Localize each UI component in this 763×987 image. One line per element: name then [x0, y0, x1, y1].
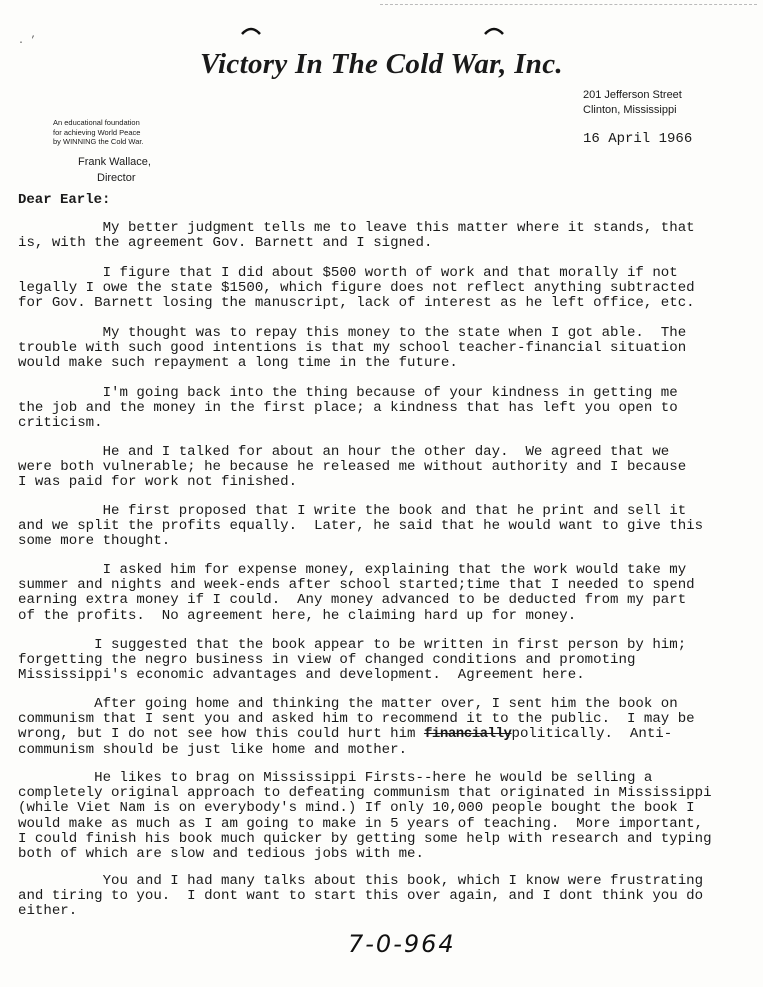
foundation-tagline	[53, 118, 144, 147]
paragraph: I suggested that the book appear to be written in first person by him; forgetting the negro business in view of changed conditions and promoting Mississippi's economic advantages and development. Agreement here.	[18, 637, 687, 684]
letter-date: 16 April 1966	[583, 131, 693, 147]
street-address: 201 Jefferson Street	[583, 89, 682, 101]
tagline-line: An educational foundation	[53, 118, 140, 127]
director-title: Director	[97, 172, 136, 184]
tagline-line: for achieving World Peace	[53, 127, 141, 137]
paragraph: I figure that I did about $500 worth of work and that morally if not legally I owe the state $1500, which figure does not reflect anything subtracted for Gov. Barnett losing the manuscript, lack of interest as he left office, etc.	[18, 265, 695, 312]
handwritten-file-number: 7-0-964	[348, 930, 456, 958]
struck-out-word: financially	[423, 726, 512, 743]
paragraph: I asked him for expense money, explaining that the work would take my summer and nights and week-ends after school started;time that I needed to spend earning extra money if I could. Any money advanced to be deducted from my part of the profits. No agreement here, he claiming hard up for money.	[18, 562, 695, 624]
address-block	[583, 88, 682, 118]
paragraph: You and I had many talks about this book, which I know were frustrating and tiring to you. I dont want to start this over again, and I dont think you do either.	[18, 873, 704, 920]
paragraph: He and I talked for about an hour the other day. We agreed that we were both vulnerable; he because he released me without authority and I because I was paid for work not finished.	[18, 444, 687, 491]
city-address: Clinton, Mississippi	[583, 104, 677, 116]
paragraph: My thought was to repay this money to the state when I got able. The trouble with such good intentions is that my school teacher-financial situation would make such repayment a long time in the future.	[18, 325, 687, 372]
margin-mark: . ’	[18, 36, 37, 47]
paragraph: My better judgment tells me to leave this matter where it stands, that is, with the agreement Gov. Barnett and I signed.	[18, 220, 695, 252]
paragraph: After going home and thinking the matter over, I sent him the book on communism that I sent you and asked him to recommend it to the public. I may be wrong, but I do not see how this could hurt him financiallypolitically. Anti- communism should be just like home and mother.	[18, 696, 695, 758]
paragraph: He likes to brag on Mississippi Firsts--here he would be selling a completely original approach to defeating communism that originated in Mississippi (while Viet Nam is on everybody's mind.) If only 10,000 people bought the book I would make as much as I am going to make in 5 years of teaching. More important, I could finish his book much quicker by getting some help with research and typing both of which are slow and tedious jobs with me.	[18, 770, 712, 863]
director-block	[78, 154, 151, 186]
paragraph: He first proposed that I write the book and that he print and sell it and we split the profits equally. Later, he said that he would want to give this some more thought.	[18, 503, 704, 550]
crest-mark-right	[483, 24, 505, 36]
organization-name: Victory In The Cold War, Inc.	[200, 48, 563, 80]
director-name: Frank Wallace,	[78, 156, 151, 168]
paragraph: I'm going back into the thing because of your kindness in getting me the job and the money in the first place; a kindness that has left you open to criticism.	[18, 385, 678, 432]
tagline-line: by WINNING the Cold War.	[53, 137, 144, 146]
page-edge-rule	[380, 4, 757, 5]
crest-mark-left	[240, 24, 262, 36]
salutation: Dear Earle:	[18, 192, 111, 208]
